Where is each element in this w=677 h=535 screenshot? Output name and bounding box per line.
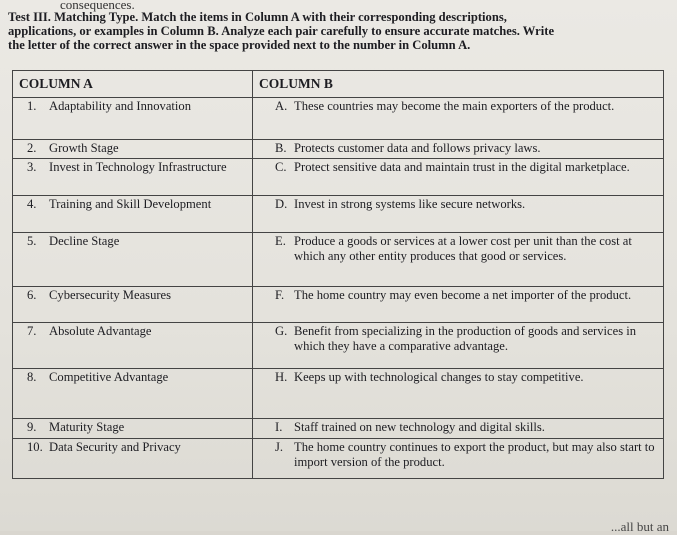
- item-number: 6.: [27, 287, 37, 302]
- option-letter: G.: [275, 323, 288, 338]
- option-letter: E.: [275, 233, 286, 248]
- instruction-line-3: the letter of the correct answer in the space provided next to the number in Column A.: [8, 38, 471, 52]
- item-text: Data Security and Privacy: [49, 439, 181, 454]
- option-letter: B.: [275, 141, 287, 155]
- item-number: 8.: [27, 369, 37, 384]
- instruction-line-1: Test III. Matching Type. Match the items in Column A with their corresponding descriptions,: [8, 10, 507, 24]
- next-text-fragment: ...all but an: [610, 519, 669, 534]
- option-text: These countries may become the main exporters of the product.: [294, 99, 615, 113]
- table-row: [13, 140, 664, 159]
- table-row: [13, 158, 664, 195]
- column-b-cell: [253, 368, 664, 418]
- option-text: Invest in strong systems like secure networks.: [294, 196, 526, 211]
- item-text: Growth Stage: [49, 141, 119, 155]
- option-letter: C.: [275, 159, 287, 174]
- column-a-cell: [13, 98, 253, 140]
- item-number: 9.: [27, 419, 37, 434]
- column-a-cell: [13, 158, 253, 195]
- option-text: The home country continues to export the product, but may also start to import version of the product.: [294, 439, 655, 469]
- table-row: [13, 232, 664, 286]
- item-text: Invest in Technology Infrastructure: [49, 159, 227, 174]
- item-text: Absolute Advantage: [49, 323, 152, 338]
- item-number: 5.: [27, 233, 37, 248]
- item-number: 3.: [27, 159, 37, 174]
- table-row: [13, 195, 664, 232]
- item-number: 1.: [27, 99, 37, 113]
- table-row: [13, 98, 664, 140]
- item-text: Maturity Stage: [49, 419, 125, 434]
- column-b-cell: [253, 418, 664, 438]
- option-text: The home country may even become a net importer of the product.: [294, 287, 632, 302]
- instruction-line-2: applications, or examples in Column B. Analyze each pair carefully to ensure accurate matches. Write: [8, 24, 555, 38]
- table-row: [13, 418, 664, 438]
- table-row: [13, 286, 664, 322]
- option-text: Keeps up with technological changes to stay competitive.: [294, 369, 584, 384]
- item-text: Cybersecurity Measures: [49, 287, 172, 302]
- column-b-cell: [253, 286, 664, 322]
- item-text: Adaptability and Innovation: [49, 99, 191, 113]
- item-number: 10.: [27, 439, 43, 454]
- option-letter: F.: [275, 287, 285, 302]
- column-a-cell: [13, 140, 253, 159]
- column-b-cell: [253, 322, 664, 368]
- column-b-cell: [253, 195, 664, 232]
- table-row: [13, 368, 664, 418]
- item-text: Decline Stage: [49, 233, 120, 248]
- column-a-cell: [13, 286, 253, 322]
- option-letter: H.: [275, 369, 288, 384]
- matching-table: [12, 70, 664, 479]
- option-text: Benefit from specializing in the production of goods and services in which they have a comparative advantage.: [294, 323, 637, 353]
- option-letter: J.: [275, 439, 284, 454]
- instructions: [8, 10, 668, 52]
- option-text: Staff trained on new technology and digital skills.: [294, 419, 545, 434]
- column-a-cell: [13, 232, 253, 286]
- item-text: Training and Skill Development: [49, 196, 212, 211]
- column-a-cell: [13, 438, 253, 478]
- column-a-cell: [13, 418, 253, 438]
- option-text: Protect sensitive data and maintain trust in the digital marketplace.: [294, 159, 630, 174]
- column-a-cell: [13, 195, 253, 232]
- previous-text-fragment: consequences.: [60, 0, 135, 12]
- item-number: 2.: [27, 141, 37, 155]
- table-row: [13, 322, 664, 368]
- option-text: Protects customer data and follows privacy laws.: [294, 141, 541, 155]
- column-b-cell: [253, 438, 664, 478]
- option-letter: I.: [275, 419, 283, 434]
- column-b-cell: [253, 158, 664, 195]
- column-a-header: COLUMN A: [13, 71, 253, 98]
- table-row: [13, 438, 664, 478]
- column-b-cell: [253, 232, 664, 286]
- option-text: Produce a goods or services at a lower cost per unit than the cost at which any other entity produces that good or services.: [294, 233, 632, 263]
- option-letter: A.: [275, 99, 288, 113]
- item-number: 4.: [27, 196, 37, 211]
- column-b-cell: [253, 98, 664, 140]
- column-a-cell: [13, 368, 253, 418]
- option-letter: D.: [275, 196, 288, 211]
- item-number: 7.: [27, 323, 37, 338]
- item-text: Competitive Advantage: [49, 369, 169, 384]
- column-b-cell: [253, 140, 664, 159]
- column-b-header: COLUMN B: [253, 71, 664, 98]
- column-a-cell: [13, 322, 253, 368]
